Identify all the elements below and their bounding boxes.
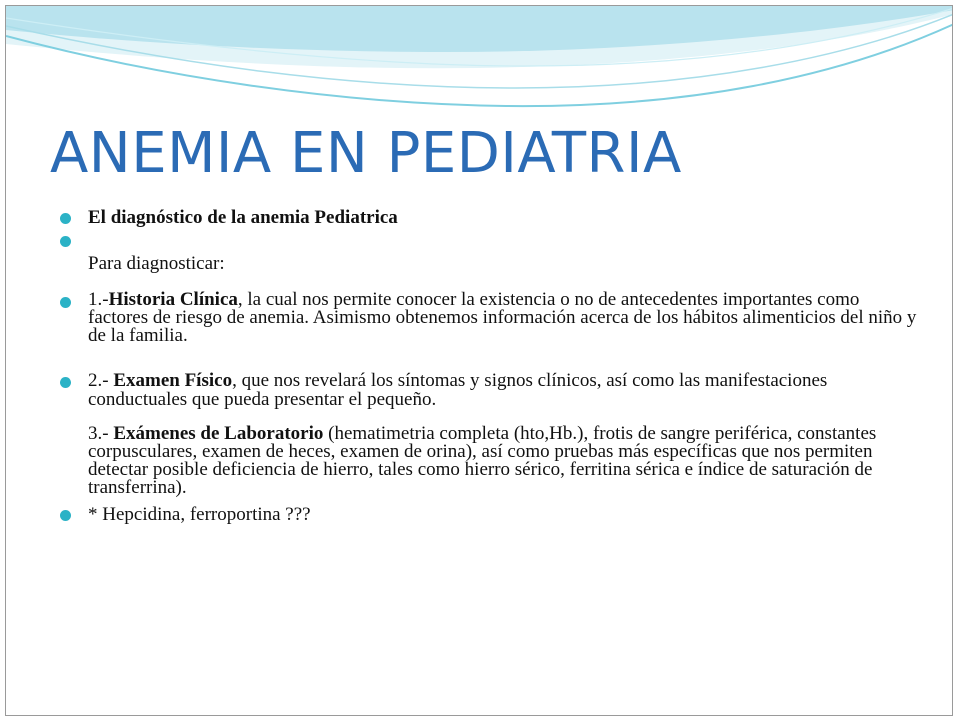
header-wave-decoration [6, 6, 953, 116]
bullet-lead: 1.- [88, 289, 109, 310]
bullet-item-para-diagnosticar [60, 236, 920, 276]
bullet-text: El diagnóstico de la anemia Pediatrica [88, 207, 398, 228]
bullet-item-examen-fisico [60, 371, 920, 497]
slide-title: ANEMIA EN PEDIATRIA [50, 121, 682, 186]
bullet-bold-term: Examen Físico [113, 370, 233, 391]
slide [5, 5, 953, 716]
bullet-text: , que nos revelará los síntomas y signos clínicos, así como las manifestaciones conductuales que pueda presentar el pequeño. [88, 370, 828, 410]
bullet-dot-icon [60, 297, 71, 308]
bullet-item-hepcidina [60, 504, 920, 526]
bullet-lead: 3.- [88, 423, 114, 444]
bullet-text: (hematimetria completa (hto,Hb.), frotis de sangre periférica, constantes corpusculares, examen de heces, examen de orina), así como pruebas más específicas que nos permiten detectar posible deficiencia de hierro, tales como hierro sérico, ferritina sérica e índice de saturación de transferrina). [88, 423, 877, 498]
paragraph-examen-fisico [88, 371, 920, 409]
bullet-text: Para diagnosticar: [88, 253, 225, 274]
bullet-dot-icon [60, 510, 71, 521]
bullet-lead: 2.- [88, 370, 114, 391]
paragraph-examenes-laboratorio [88, 425, 920, 497]
bullet-item-diagnostico [60, 206, 920, 230]
bullet-text: * Hepcidina, ferroportina ??? [88, 504, 311, 525]
bullet-bold-term: Historia Clínica [108, 289, 238, 310]
bullet-list [60, 206, 920, 526]
bullet-item-historia-clinica [60, 291, 920, 345]
bullet-dot-icon [60, 236, 71, 247]
bullet-dot-icon [60, 377, 71, 388]
bullet-bold-term: Exámenes de Laboratorio [113, 423, 324, 444]
bullet-text: , la cual nos permite conocer la existencia o no de antecedentes importantes como factores de riesgo de anemia. Asimismo obtenemos información acerca de los hábitos alimenticios del niño y de la familia. [88, 289, 917, 346]
bullet-dot-icon [60, 213, 71, 224]
